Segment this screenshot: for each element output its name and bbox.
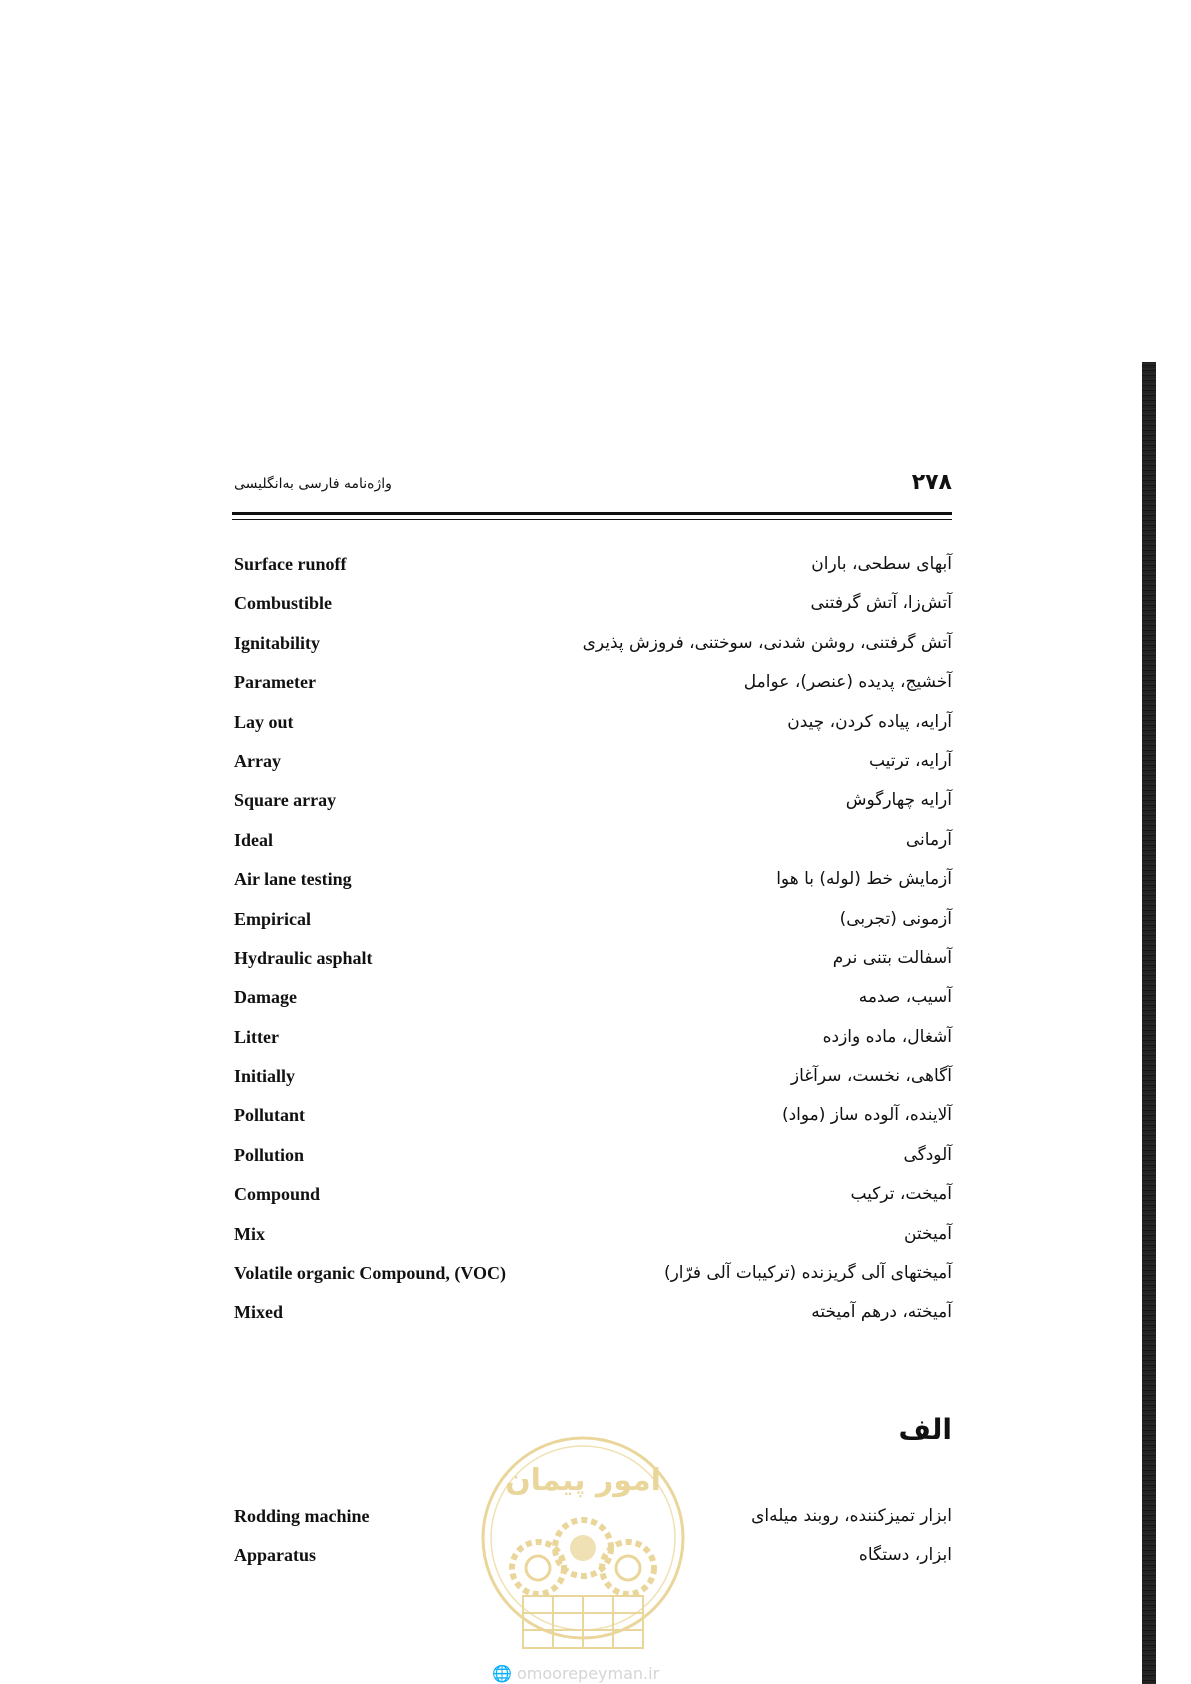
glossary-entry xyxy=(232,592,952,631)
svg-text:امور پیمان: امور پیمان xyxy=(505,1463,661,1498)
glossary-entry xyxy=(232,1144,952,1183)
persian-term: آگاهی، نخست، سرآغاز xyxy=(790,1066,952,1087)
english-term: Empirical xyxy=(234,908,311,929)
glossary-entry xyxy=(232,711,952,750)
persian-term: آلاینده، آلوده ساز (مواد) xyxy=(781,1105,952,1126)
english-term: Lay out xyxy=(234,711,294,732)
glossary-entry xyxy=(232,632,952,671)
english-term: Pollutant xyxy=(234,1105,306,1126)
page-header xyxy=(232,470,952,510)
persian-term: آرایه، پیاده کردن، چیدن xyxy=(787,711,952,732)
glossary-entry xyxy=(232,908,952,947)
page-number: ۲۷۸ xyxy=(911,470,952,495)
english-term: Initially xyxy=(234,1066,296,1087)
persian-term: آرایه، ترتیب xyxy=(868,750,952,771)
english-term: Compound xyxy=(234,1184,321,1205)
persian-term: آشغال، ماده وازده xyxy=(822,1026,952,1047)
persian-term: ابزار، دستگاه xyxy=(858,1545,952,1566)
watermark-url-text: omoorepeyman.ir xyxy=(517,1664,660,1683)
persian-term: آتش‌زا، آتش گرفتنی xyxy=(810,593,952,614)
glossary-entry xyxy=(232,1262,952,1301)
header-rule-thick xyxy=(232,512,952,515)
glossary-entry xyxy=(232,1065,952,1104)
header-rule-thin xyxy=(232,519,952,520)
persian-term: آرمانی xyxy=(905,829,952,850)
persian-term: آسفالت بتنی نرم xyxy=(832,947,952,968)
glossary-entry xyxy=(232,868,952,907)
english-term: Damage xyxy=(234,987,297,1008)
glossary-entry xyxy=(232,1104,952,1143)
persian-term: آتش گرفتنی، روشن شدنی، سوختنی، فروزش پذیری xyxy=(582,632,952,653)
glossary-entry xyxy=(232,750,952,789)
english-term: Rodding machine xyxy=(234,1506,370,1526)
glossary-entry xyxy=(232,1223,952,1262)
watermark-url xyxy=(492,1664,659,1683)
english-term: Hydraulic asphalt xyxy=(234,947,373,968)
page-binding-edge xyxy=(1142,362,1156,1684)
english-term: Pollution xyxy=(234,1144,305,1165)
glossary-entry xyxy=(232,986,952,1025)
english-term: Combustible xyxy=(234,593,333,614)
persian-term: آسیب، صدمه xyxy=(858,987,952,1008)
english-term: Apparatus xyxy=(234,1545,317,1566)
english-term: Mix xyxy=(234,1223,265,1244)
section-heading-alef: الف xyxy=(898,1413,952,1446)
persian-term: آزمایش خط (لوله) با هوا xyxy=(776,869,952,890)
globe-icon: 🌐 xyxy=(492,1664,512,1683)
english-term: Volatile organic Compound, (VOC) xyxy=(234,1263,506,1284)
persian-term: آلودگی xyxy=(903,1144,952,1165)
glossary-entry xyxy=(232,671,952,710)
english-term: Square array xyxy=(234,790,337,811)
glossary-list xyxy=(232,553,952,1341)
glossary-entry xyxy=(232,947,952,986)
persian-term: ابزار تمیزکننده، روبند میله‌ای xyxy=(751,1506,952,1526)
persian-term: آمیخت، ترکیب xyxy=(850,1184,952,1205)
glossary-entry xyxy=(232,829,952,868)
english-term: Array xyxy=(234,750,281,771)
english-term: Ideal xyxy=(234,829,274,850)
persian-term: آرایه چهارگوش xyxy=(845,790,952,811)
persian-term: آمیختن xyxy=(903,1223,952,1244)
english-term: Air lane testing xyxy=(234,869,352,890)
persian-term: آزمونی (تجربی) xyxy=(839,908,952,929)
glossary-entry xyxy=(232,1026,952,1065)
persian-term: آبهای سطحی، باران xyxy=(811,554,952,574)
glossary-entry xyxy=(232,553,952,592)
running-title: واژه‌نامه فارسی به‌انگلیسی xyxy=(234,476,392,492)
glossary-entry xyxy=(232,789,952,828)
persian-term: آخشیج، پدیده (عنصر)، عوامل xyxy=(743,672,952,693)
english-term: Ignitability xyxy=(234,632,321,653)
english-term: Parameter xyxy=(234,672,316,693)
english-term: Surface runoff xyxy=(234,554,347,574)
glossary-entry xyxy=(232,1301,952,1340)
persian-term: آمیخته، درهم آمیخته xyxy=(811,1302,952,1323)
english-term: Mixed xyxy=(234,1302,283,1323)
english-term: Litter xyxy=(234,1026,279,1047)
persian-term: آمیختهای آلی گریزنده (ترکیبات آلی فرّار) xyxy=(663,1263,952,1284)
watermark-seal-icon xyxy=(478,1428,688,1668)
glossary-entry xyxy=(232,1183,952,1222)
